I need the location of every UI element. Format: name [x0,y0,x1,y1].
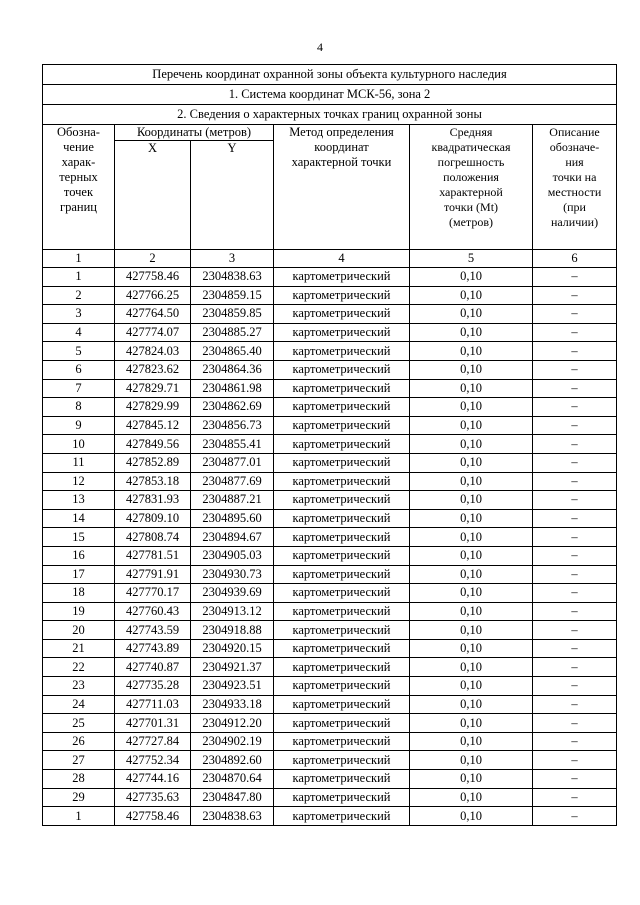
cell-coord-y: 2304859.85 [191,305,274,324]
cell-description: – [533,807,617,826]
cell-point-number: 2 [43,286,115,305]
cell-description: – [533,379,617,398]
cell-coord-y: 2304838.63 [191,268,274,287]
cell-coord-y: 2304847.80 [191,788,274,807]
cell-coord-x: 427831.93 [115,491,191,510]
cell-description: – [533,453,617,472]
page-number: 4 [317,40,323,54]
cell-description: – [533,268,617,287]
cell-coord-x: 427809.10 [115,509,191,528]
header-method: Метод определения координат характерной точки [274,125,410,250]
cell-coord-x: 427735.63 [115,788,191,807]
table-row [43,509,617,528]
cell-method: картометрический [274,286,410,305]
cell-error-value: 0,10 [410,621,533,640]
table-row [43,398,617,417]
cell-error-value: 0,10 [410,602,533,621]
column-number: 3 [191,250,274,268]
cell-coord-x: 427845.12 [115,416,191,435]
cell-error-value: 0,10 [410,435,533,454]
cell-description: – [533,360,617,379]
cell-method: картометрический [274,565,410,584]
header-designation: Обозна- чение харак- терных точек границ [43,125,115,250]
cell-method: картометрический [274,491,410,510]
cell-coord-x: 427711.03 [115,695,191,714]
cell-coord-x: 427743.59 [115,621,191,640]
table-row [43,621,617,640]
cell-description: – [533,305,617,324]
cell-coord-x: 427849.56 [115,435,191,454]
table-title: Перечень координат охранной зоны объекта культурного наследия [43,65,617,85]
cell-coord-x: 427770.17 [115,584,191,603]
cell-coord-y: 2304913.12 [191,602,274,621]
cell-coord-y: 2304894.67 [191,528,274,547]
cell-coord-x: 427781.51 [115,546,191,565]
cell-coord-y: 2304859.15 [191,286,274,305]
cell-error-value: 0,10 [410,546,533,565]
cell-coord-y: 2304933.18 [191,695,274,714]
cell-point-number: 14 [43,509,115,528]
cell-coord-y: 2304921.37 [191,658,274,677]
table-row [43,770,617,789]
table-row [43,286,617,305]
table-row [43,453,617,472]
cell-description: – [533,639,617,658]
cell-error-value: 0,10 [410,342,533,361]
cell-coord-x: 427740.87 [115,658,191,677]
table-row [43,658,617,677]
header-error: Средняя квадратическая погрешность положения характерной точки (Mt) (метров) [410,125,533,250]
cell-error-value: 0,10 [410,658,533,677]
cell-error-value: 0,10 [410,528,533,547]
cell-method: картометрический [274,770,410,789]
table-row [43,268,617,287]
cell-coord-y: 2304892.60 [191,751,274,770]
cell-method: картометрический [274,677,410,696]
cell-coord-x: 427791.91 [115,565,191,584]
cell-error-value: 0,10 [410,491,533,510]
cell-coord-y: 2304838.63 [191,807,274,826]
cell-point-number: 9 [43,416,115,435]
cell-coord-x: 427701.31 [115,714,191,733]
cell-error-value: 0,10 [410,323,533,342]
cell-coord-y: 2304905.03 [191,546,274,565]
cell-error-value: 0,10 [410,509,533,528]
cell-coord-y: 2304930.73 [191,565,274,584]
cell-method: картометрический [274,379,410,398]
table-row [43,379,617,398]
table-row [43,342,617,361]
cell-method: картометрический [274,453,410,472]
table-row [43,732,617,751]
cell-error-value: 0,10 [410,584,533,603]
cell-error-value: 0,10 [410,305,533,324]
cell-description: – [533,677,617,696]
cell-method: картометрический [274,435,410,454]
cell-error-value: 0,10 [410,677,533,696]
cell-description: – [533,695,617,714]
table-row [43,565,617,584]
cell-coord-y: 2304939.69 [191,584,274,603]
cell-point-number: 15 [43,528,115,547]
cell-description: – [533,472,617,491]
cell-coord-x: 427823.62 [115,360,191,379]
cell-point-number: 28 [43,770,115,789]
table-row [43,491,617,510]
table-row [43,807,617,826]
cell-method: картометрический [274,268,410,287]
cell-point-number: 10 [43,435,115,454]
cell-error-value: 0,10 [410,732,533,751]
cell-coord-y: 2304923.51 [191,677,274,696]
cell-coord-x: 427829.71 [115,379,191,398]
cell-coord-x: 427853.18 [115,472,191,491]
cell-point-number: 22 [43,658,115,677]
cell-point-number: 17 [43,565,115,584]
cell-point-number: 11 [43,453,115,472]
cell-coord-y: 2304856.73 [191,416,274,435]
cell-error-value: 0,10 [410,472,533,491]
cell-point-number: 20 [43,621,115,640]
cell-point-number: 25 [43,714,115,733]
coordinates-table [42,64,617,826]
cell-point-number: 24 [43,695,115,714]
cell-coord-x: 427808.74 [115,528,191,547]
cell-point-number: 29 [43,788,115,807]
cell-method: картометрический [274,584,410,603]
cell-error-value: 0,10 [410,453,533,472]
cell-description: – [533,546,617,565]
cell-description: – [533,416,617,435]
cell-error-value: 0,10 [410,714,533,733]
cell-coord-y: 2304877.01 [191,453,274,472]
column-number: 2 [115,250,191,268]
cell-description: – [533,770,617,789]
cell-description: – [533,435,617,454]
table-row [43,677,617,696]
cell-point-number: 6 [43,360,115,379]
cell-coord-x: 427758.46 [115,807,191,826]
section-title: 2. Сведения о характерных точках границ охранной зоны [43,105,617,125]
cell-point-number: 13 [43,491,115,510]
cell-description: – [533,342,617,361]
cell-description: – [533,286,617,305]
cell-coord-y: 2304895.60 [191,509,274,528]
cell-coord-y: 2304918.88 [191,621,274,640]
table-row [43,584,617,603]
cell-method: картометрический [274,472,410,491]
cell-coord-y: 2304865.40 [191,342,274,361]
header-coordinates: Координаты (метров) [115,125,274,141]
cell-point-number: 1 [43,268,115,287]
cell-coord-y: 2304855.41 [191,435,274,454]
cell-description: – [533,398,617,417]
cell-coord-x: 427852.89 [115,453,191,472]
cell-method: картометрический [274,509,410,528]
cell-description: – [533,751,617,770]
cell-error-value: 0,10 [410,286,533,305]
table-row [43,788,617,807]
table-row [43,546,617,565]
cell-description: – [533,323,617,342]
cell-error-value: 0,10 [410,770,533,789]
table-row [43,751,617,770]
cell-method: картометрический [274,602,410,621]
cell-error-value: 0,10 [410,379,533,398]
column-number: 6 [533,250,617,268]
cell-error-value: 0,10 [410,398,533,417]
cell-coord-y: 2304912.20 [191,714,274,733]
cell-error-value: 0,10 [410,416,533,435]
cell-coord-x: 427766.25 [115,286,191,305]
cell-method: картометрический [274,658,410,677]
cell-coord-y: 2304862.69 [191,398,274,417]
cell-coord-x: 427744.16 [115,770,191,789]
cell-error-value: 0,10 [410,751,533,770]
cell-coord-x: 427727.84 [115,732,191,751]
coordinate-system: 1. Система координат МСК-56, зона 2 [43,85,617,105]
cell-point-number: 27 [43,751,115,770]
cell-method: картометрический [274,807,410,826]
cell-point-number: 21 [43,639,115,658]
cell-description: – [533,528,617,547]
cell-point-number: 1 [43,807,115,826]
cell-coord-y: 2304885.27 [191,323,274,342]
cell-point-number: 16 [43,546,115,565]
cell-description: – [533,565,617,584]
table-row [43,695,617,714]
cell-coord-x: 427735.28 [115,677,191,696]
header-x: X [115,141,191,250]
cell-description: – [533,584,617,603]
cell-method: картометрический [274,360,410,379]
header-description: Описание обозначе- ния точки на местности (при наличии) [533,125,617,250]
cell-method: картометрический [274,621,410,640]
cell-point-number: 18 [43,584,115,603]
cell-method: картометрический [274,528,410,547]
table-row [43,639,617,658]
cell-point-number: 23 [43,677,115,696]
table-row [43,360,617,379]
table-row [43,472,617,491]
cell-description: – [533,732,617,751]
cell-coord-x: 427752.34 [115,751,191,770]
cell-method: картометрический [274,732,410,751]
cell-description: – [533,788,617,807]
cell-method: картометрический [274,788,410,807]
cell-error-value: 0,10 [410,565,533,584]
cell-description: – [533,714,617,733]
cell-point-number: 12 [43,472,115,491]
cell-error-value: 0,10 [410,788,533,807]
cell-method: картометрический [274,398,410,417]
cell-coord-x: 427743.89 [115,639,191,658]
cell-description: – [533,509,617,528]
cell-method: картометрический [274,695,410,714]
cell-coord-x: 427774.07 [115,323,191,342]
cell-method: картометрический [274,323,410,342]
cell-error-value: 0,10 [410,360,533,379]
cell-error-value: 0,10 [410,695,533,714]
table-row [43,416,617,435]
cell-error-value: 0,10 [410,639,533,658]
cell-coord-y: 2304887.21 [191,491,274,510]
cell-point-number: 8 [43,398,115,417]
column-number: 1 [43,250,115,268]
cell-description: – [533,621,617,640]
table-row [43,305,617,324]
cell-description: – [533,658,617,677]
cell-coord-x: 427829.99 [115,398,191,417]
column-number: 4 [274,250,410,268]
cell-coord-x: 427764.50 [115,305,191,324]
cell-description: – [533,491,617,510]
cell-method: картометрический [274,305,410,324]
table-row [43,528,617,547]
cell-description: – [533,602,617,621]
cell-point-number: 4 [43,323,115,342]
cell-point-number: 7 [43,379,115,398]
table-row [43,435,617,454]
column-number: 5 [410,250,533,268]
cell-coord-x: 427760.43 [115,602,191,621]
cell-coord-y: 2304870.64 [191,770,274,789]
cell-error-value: 0,10 [410,268,533,287]
header-y: Y [191,141,274,250]
cell-coord-y: 2304920.15 [191,639,274,658]
cell-method: картометрический [274,751,410,770]
table-row [43,323,617,342]
cell-error-value: 0,10 [410,807,533,826]
cell-point-number: 5 [43,342,115,361]
cell-coord-x: 427824.03 [115,342,191,361]
cell-coord-y: 2304877.69 [191,472,274,491]
cell-method: картометрический [274,546,410,565]
cell-point-number: 26 [43,732,115,751]
cell-point-number: 19 [43,602,115,621]
cell-method: картометрический [274,714,410,733]
cell-method: картометрический [274,416,410,435]
cell-coord-x: 427758.46 [115,268,191,287]
cell-coord-y: 2304864.36 [191,360,274,379]
cell-point-number: 3 [43,305,115,324]
cell-method: картометрический [274,342,410,361]
table-row [43,602,617,621]
table-row [43,714,617,733]
cell-method: картометрический [274,639,410,658]
cell-coord-y: 2304902.19 [191,732,274,751]
cell-coord-y: 2304861.98 [191,379,274,398]
